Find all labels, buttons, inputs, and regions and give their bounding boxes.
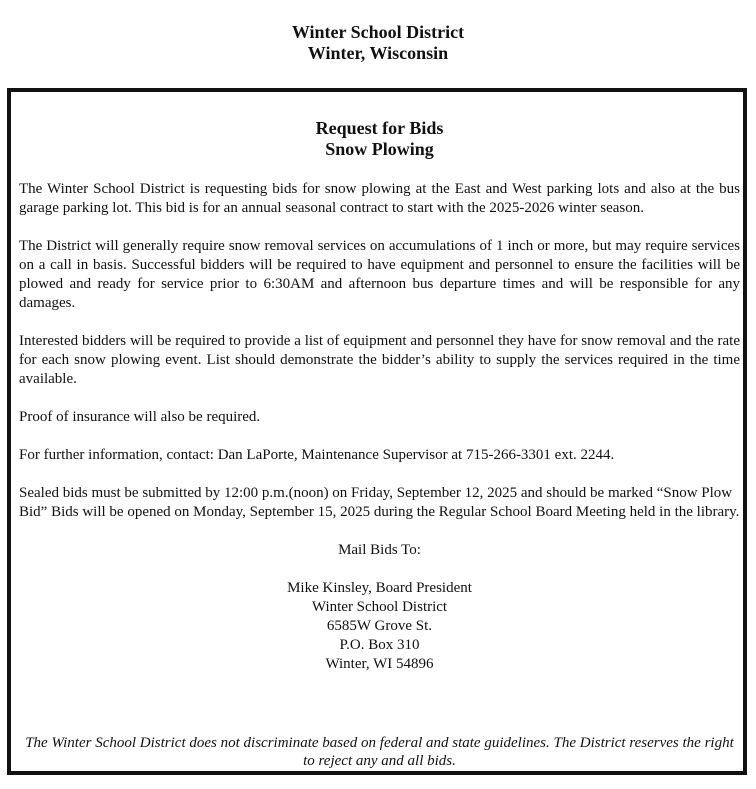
address-po-box: P.O. Box 310	[339, 637, 420, 653]
mail-bids-label: Mail Bids To:	[338, 542, 421, 558]
notice-content	[19, 118, 740, 674]
district-name: Winter School District	[291, 22, 465, 42]
address-organization: Winter School District	[311, 599, 448, 615]
notice-title	[19, 118, 740, 160]
disclaimer: The Winter School District does not discriminate based on federal and state guidelines. The District reserves the right to reject any and all bids.	[25, 735, 734, 769]
address-street: 6585W Grove St.	[326, 618, 433, 634]
sealed-bids-paragraph: Sealed bids must be submitted by 12:00 p.m.(noon) on Friday, September 12, 2025 and should be marked “Snow Plow Bid” Bids will be opened on Monday, September 15, 2025 during the Regular School Board Meeting held in the library.	[19, 485, 740, 520]
bidders-paragraph: Interested bidders will be required to provide a list of equipment and personnel they have for snow removal and the rate for each snow plowing event. List should demonstrate the bidder’s ability to supply the services required in the time available.	[19, 333, 740, 387]
address-name: Mike Kinsley, Board President	[287, 580, 472, 596]
requirements-paragraph: The District will generally require snow removal services on accumulations of 1 inch or more, but may require services on a call in basis. Successful bidders will be required to have equipment and personnel to ensure the facilities will be plowed and ready for service prior to 6:30AM and afternoon bus departure times and will be responsible for any damages.	[19, 238, 740, 311]
contact-paragraph: For further information, contact: Dan LaPorte, Maintenance Supervisor at 715-266-3301 ext. 2244.	[19, 447, 615, 463]
district-location: Winter, Wisconsin	[307, 43, 449, 63]
mail-address	[19, 579, 740, 674]
insurance-paragraph: Proof of insurance will also be required.	[19, 409, 261, 425]
notice-title-line1: Request for Bids	[315, 118, 444, 138]
address-city: Winter, WI 54896	[325, 656, 434, 672]
notice-frame	[7, 88, 747, 775]
page-header	[0, 22, 756, 64]
intro-paragraph: The Winter School District is requesting bids for snow plowing at the East and West parking lots and also at the bus garage parking lot. This bid is for an annual seasonal contract to start with the 2025-2026 winter season.	[19, 181, 740, 216]
notice-title-line2: Snow Plowing	[325, 139, 434, 159]
